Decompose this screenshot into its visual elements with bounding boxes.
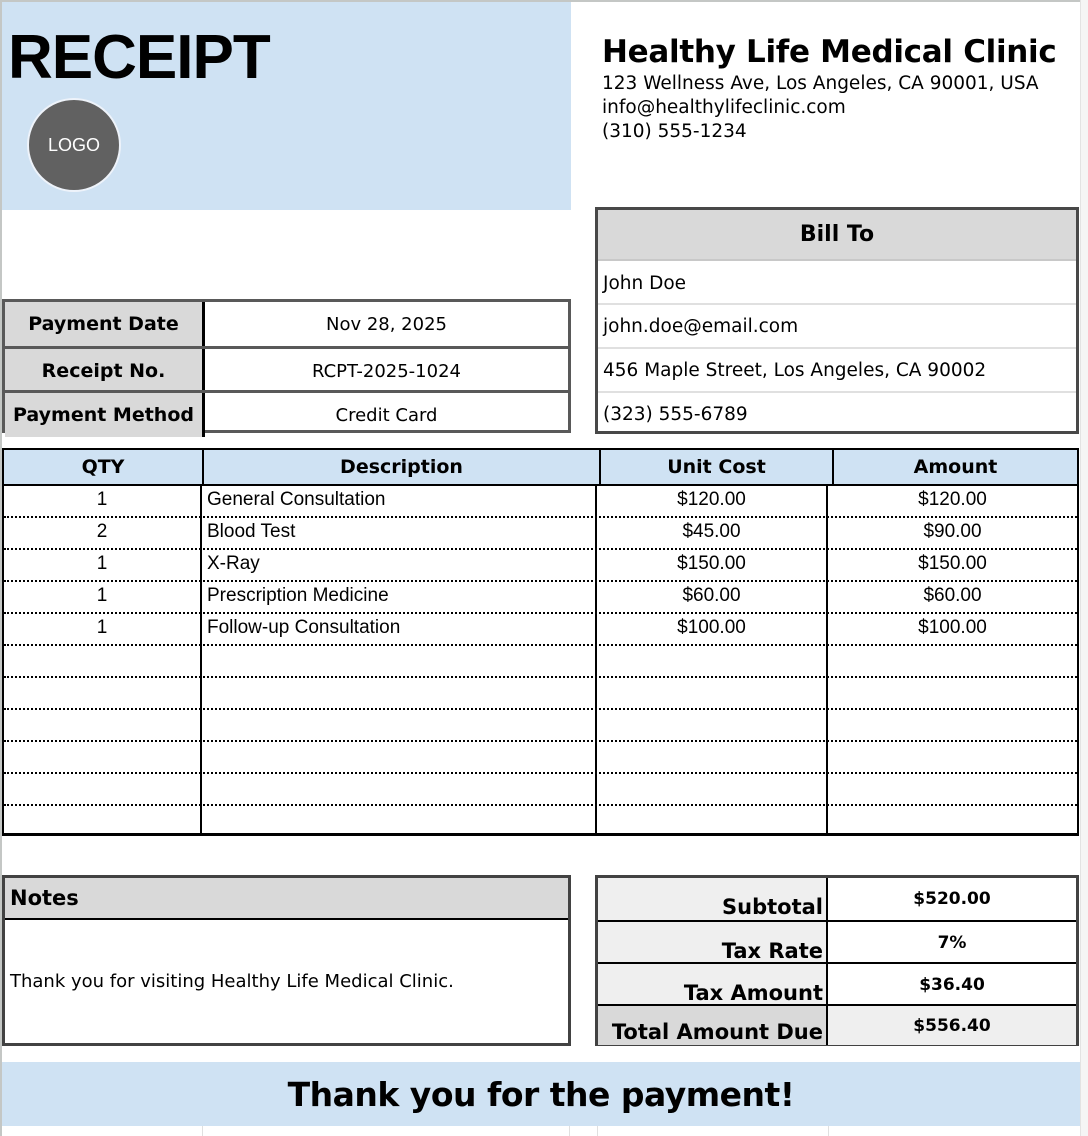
item-unit-cost[interactable]: $120.00 [597,484,828,516]
totals-section [595,875,1079,1046]
item-description[interactable] [202,740,597,772]
logo-placeholder-icon [27,98,121,192]
item-unit-cost[interactable] [597,676,828,708]
item-qty[interactable] [4,644,202,676]
item-amount[interactable]: $150.00 [918,553,987,574]
item-qty[interactable]: 1 [4,612,202,644]
logo-text: LOGO [47,134,100,155]
item-unit-cost[interactable]: $60.00 [597,580,828,612]
table-row [4,580,1077,614]
table-row [4,612,1077,646]
item-description[interactable]: Prescription Medicine [202,580,597,612]
sheet-right-gutter [1080,0,1088,1136]
item-description[interactable]: Follow-up Consultation [202,612,597,644]
tax-amount-value: $36.40 [919,975,985,995]
item-amount[interactable] [828,708,1077,740]
item-description[interactable] [202,676,597,708]
item-description[interactable]: X-Ray [202,548,597,580]
item-amount[interactable]: $120.00 [918,489,987,510]
tax-rate-row [598,920,1076,964]
table-row [4,548,1077,582]
tax-amount-label: Tax Amount [598,964,828,1006]
item-unit-cost[interactable] [597,708,828,740]
item-unit-cost[interactable] [597,804,828,836]
item-unit-cost[interactable] [597,772,828,804]
thank-you-message: Thank you for the payment! [287,1074,795,1114]
item-qty[interactable]: 1 [4,580,202,612]
bill-to-address[interactable]: 456 Maple Street, Los Angeles, CA 90002 [598,347,1076,391]
table-row-empty [4,772,1077,806]
bill-to-phone[interactable]: (323) 555-6789 [598,391,1076,435]
notes-section [2,875,571,1046]
tax-amount-row [598,962,1076,1006]
item-qty[interactable]: 1 [4,548,202,580]
bill-to-email[interactable]: john.doe@email.com [598,303,1076,347]
item-unit-cost[interactable]: $150.00 [597,548,828,580]
item-unit-cost[interactable]: $45.00 [597,516,828,548]
payment-date-value[interactable]: Nov 28, 2025 [325,313,447,335]
subtotal-label: Subtotal [598,878,828,920]
item-qty[interactable] [4,708,202,740]
item-description[interactable]: Blood Test [202,516,597,548]
payment-method-value[interactable]: Credit Card [335,404,438,426]
item-amount[interactable] [828,644,1077,676]
item-amount[interactable]: $60.00 [923,585,982,606]
notes-text[interactable]: Thank you for visiting Healthy Life Medical Clinic. [10,971,454,992]
total-due-label: Total Amount Due [598,1006,828,1045]
table-row [4,516,1077,550]
item-amount[interactable] [828,804,1077,836]
table-row-empty [4,644,1077,678]
item-description[interactable] [202,644,597,676]
item-qty[interactable]: 1 [4,484,202,516]
item-qty[interactable] [4,804,202,836]
table-row-empty [4,804,1077,836]
clinic-name: Healthy Life Medical Clinic [602,34,1057,70]
subtotal-row [598,878,1076,920]
item-unit-cost[interactable] [597,740,828,772]
item-description[interactable] [202,804,597,836]
item-description[interactable]: General Consultation [202,484,597,516]
column-header-description: Description [204,450,601,484]
total-due-row [598,1004,1076,1045]
item-amount[interactable]: $90.00 [923,521,982,542]
sheet-gridline [202,1126,203,1136]
receipt-title: RECEIPT [8,23,270,92]
item-qty[interactable] [4,676,202,708]
sheet-gridline [597,1126,598,1136]
item-description[interactable] [202,708,597,740]
item-description[interactable] [202,772,597,804]
thank-you-banner [2,1062,1080,1126]
item-amount[interactable] [828,772,1077,804]
notes-heading: Notes [5,878,568,920]
item-unit-cost[interactable] [597,644,828,676]
item-amount[interactable] [828,740,1077,772]
column-header-qty: QTY [4,450,204,484]
item-qty[interactable] [4,772,202,804]
column-header-unit-cost: Unit Cost [601,450,834,484]
sheet-gridline [569,1126,570,1136]
payment-date-row [5,302,568,346]
total-due-value: $556.40 [828,1006,1076,1045]
receipt-number-row [5,346,568,393]
payment-info-table [2,299,571,433]
table-row-empty [4,708,1077,742]
item-unit-cost[interactable]: $100.00 [597,612,828,644]
payment-method-label: Payment Method [5,393,205,437]
bill-to-section [595,207,1079,434]
clinic-email: info@healthylifeclinic.com [602,97,846,118]
bill-to-heading: Bill To [598,210,1076,261]
clinic-phone: (310) 555-1234 [602,121,747,142]
item-amount[interactable]: $100.00 [918,617,987,638]
line-items-header [4,450,1077,486]
item-qty[interactable]: 2 [4,516,202,548]
column-header-amount: Amount [913,456,998,478]
tax-rate-label: Tax Rate [598,922,828,964]
receipt-number-value[interactable]: RCPT-2025-1024 [312,360,461,382]
table-row-empty [4,676,1077,710]
tax-rate-value[interactable]: 7% [937,933,967,953]
sheet-gridline [828,1126,829,1136]
subtotal-value: $520.00 [913,889,991,909]
clinic-address: 123 Wellness Ave, Los Angeles, CA 90001, USA [602,73,1039,94]
item-amount[interactable] [828,676,1077,708]
bill-to-name[interactable]: John Doe [603,272,687,294]
line-items-table [2,448,1079,836]
item-qty[interactable] [4,740,202,772]
receipt-number-label: Receipt No. [5,349,205,393]
payment-method-row [5,390,568,437]
table-row-empty [4,740,1077,774]
payment-date-label: Payment Date [5,302,205,346]
table-row [4,484,1077,518]
